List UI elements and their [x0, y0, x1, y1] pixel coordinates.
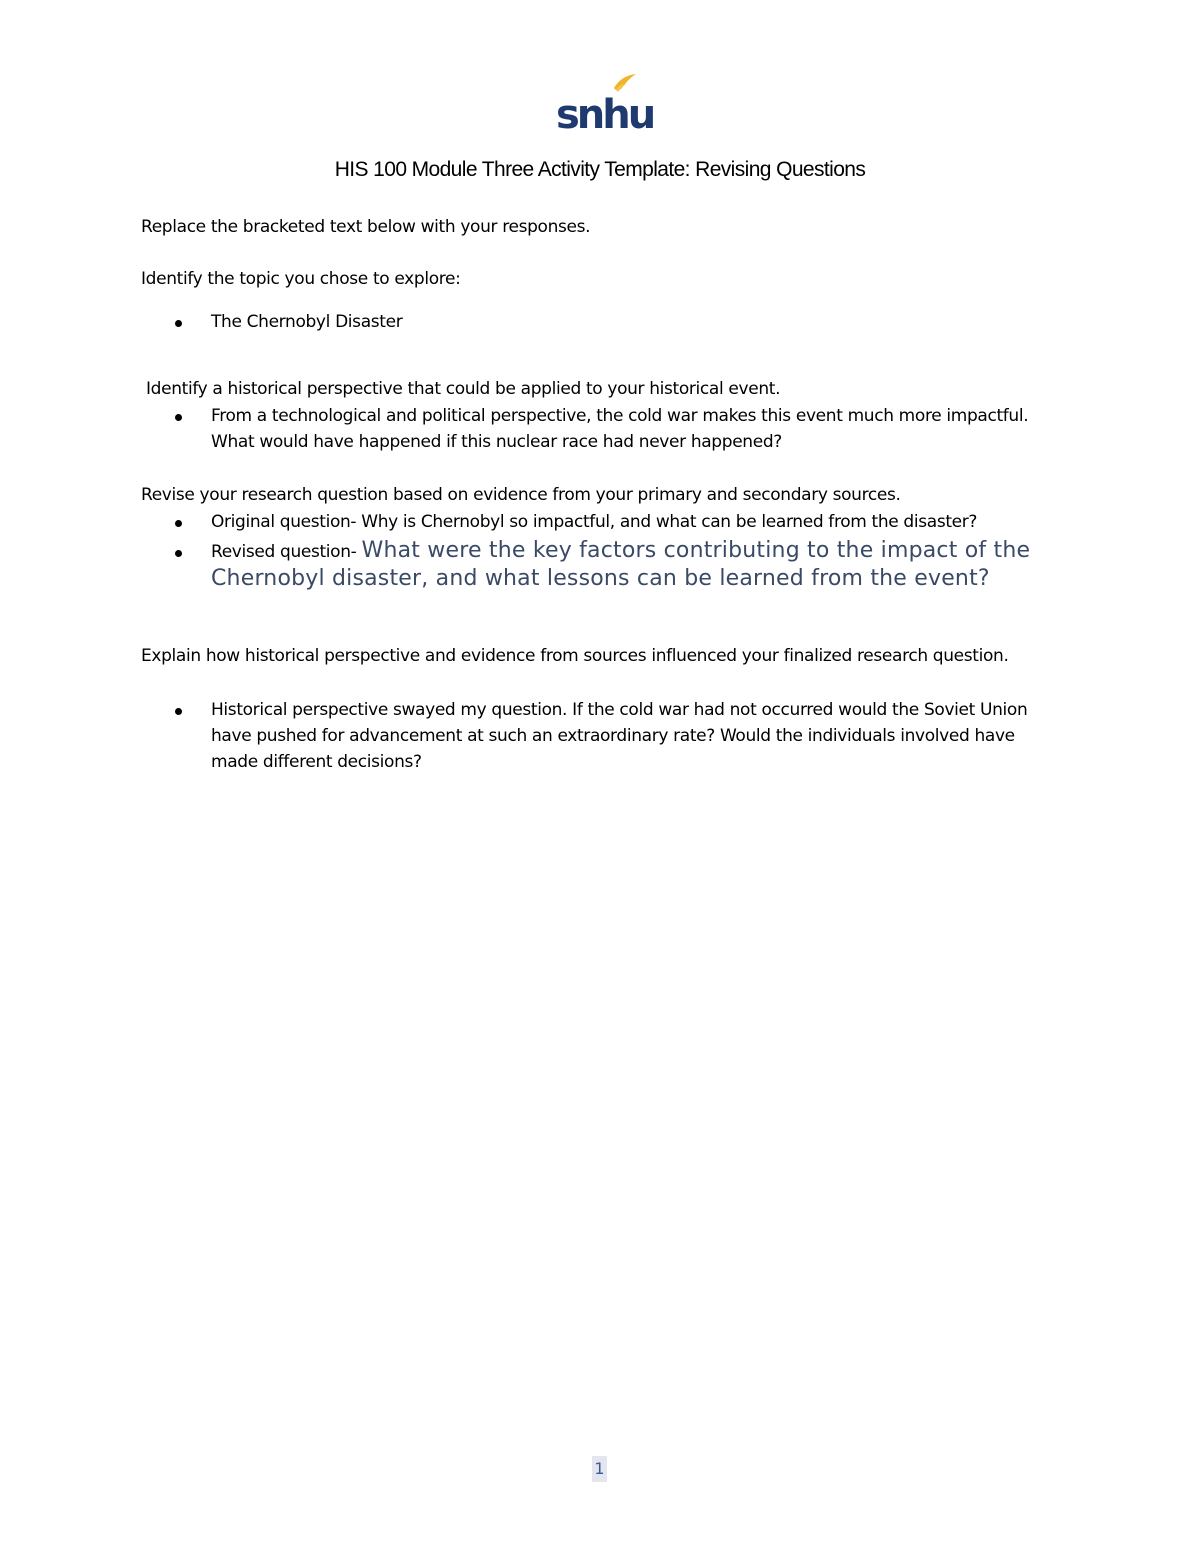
bullet-icon: [175, 320, 182, 327]
revised-question: What were the key factors contributing to the impact of the Chernobyl disaster, and what lessons can be learned from the event?: [211, 538, 1031, 591]
list-item: [141, 537, 1041, 593]
list-item: [141, 509, 1041, 535]
explain-heading: Explain how historical perspective and evidence from sources influenced your finalized research question.: [141, 646, 1009, 666]
instructions-text: Replace the bracketed text below with your responses.: [141, 217, 591, 237]
snhu-logo: [556, 72, 654, 138]
original-question: Original question- Why is Chernobyl so impactful, and what can be learned from the disaster?: [211, 512, 978, 532]
list-item: Historical perspective swayed my question. If the cold war had not occurred would the Soviet Union have pushed for advancement at such an extraordinary rate? Would the individuals involved have made different decisions?: [141, 697, 1041, 775]
bullet-icon: [175, 708, 182, 715]
bullet-icon: [175, 550, 182, 557]
list-item: The Chernobyl Disaster: [141, 309, 1041, 335]
topic-list: [141, 309, 1041, 335]
explain-list: [141, 697, 1041, 775]
svg-text:snhu: snhu: [556, 92, 654, 138]
revise-heading: Revise your research question based on evidence from your primary and secondary sources.: [141, 485, 901, 505]
revise-list: [141, 509, 1041, 593]
page-number: 1: [592, 1456, 607, 1482]
bullet-icon: [175, 520, 182, 527]
bullet-icon: [175, 414, 182, 421]
perspective-list: [141, 403, 1041, 455]
perspective-heading: Identify a historical perspective that could be applied to your historical event.: [146, 379, 781, 399]
page-title: HIS 100 Module Three Activity Template: Revising Questions: [334, 158, 866, 181]
topic-heading: Identify the topic you chose to explore:: [141, 269, 461, 289]
revised-question-label: Revised question-: [211, 542, 362, 562]
list-item: From a technological and political perspective, the cold war makes this event much more impactful. What would have happened if this nuclear race had never happened?: [141, 403, 1041, 455]
